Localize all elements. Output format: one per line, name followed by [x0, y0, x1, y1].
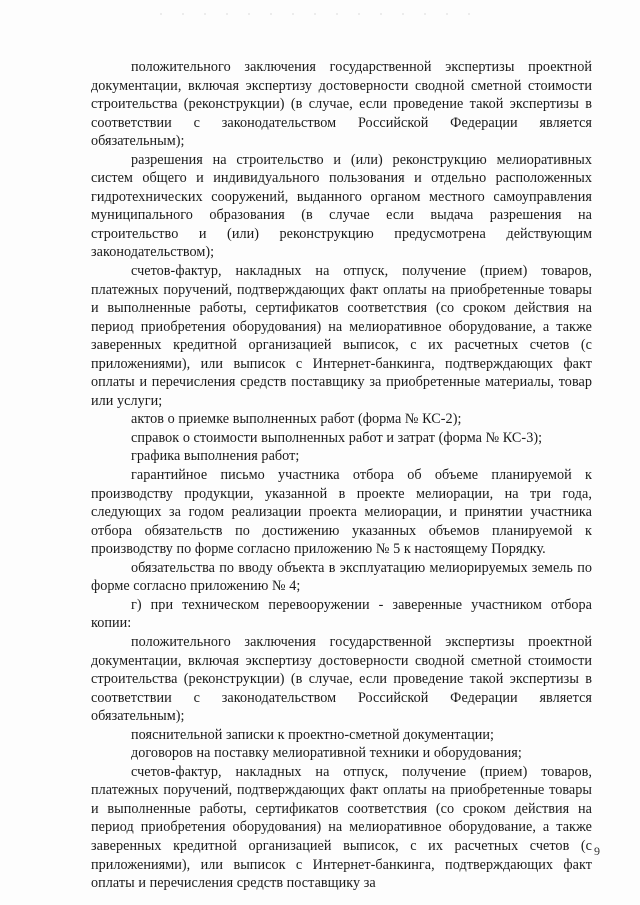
paragraph-expertise-conclusion: положительного заключения государственной экспертизы проектной документации, включая экспертизу достоверности сводной сметной стоимости строительства (реконструкции) (в случае, если проведение такой экспертизы в соответствии с законодательством Российской Федерации является обязательным); [91, 59, 592, 150]
paragraph-explanatory-note: пояснительной записки к проектно-сметной документации; [131, 726, 494, 743]
paragraph-expertise-conclusion-2: положительного заключения государственной экспертизы проектной документации, включая экспертизу достоверности сводной сметной стоимости строительства (реконструкции) (в случае, если проведение такой экспертизы в соответствии с законодательством Российской Федерации является обязательным); [91, 633, 592, 725]
page-number: 9 [594, 844, 600, 858]
paragraph-invoices: счетов-фактур, накладных на отпуск, получение (прием) товаров, платежных поручений, подтверждающих факт оплаты на приобретенные товары и выполненные работы, сертификатов соответствия (со сроком действия на период приобретения оборудования) на мелиоративное оборудование, а также заверенных кредитной организацией выписок, с их расчетных счетов (с приложениями), или выписок с Интернет-банкинга, подтверждающих факт оплаты и перечисления средств поставщику за приобретенные материалы, товар или услуги; [91, 263, 592, 409]
scan-specks [150, 12, 490, 16]
paragraph-invoices-2: счетов-фактур, накладных на отпуск, получение (прием) товаров, платежных поручений, подтверждающих факт оплаты на приобретенные товары и выполненные работы, сертификатов соответствия (со сроком действия на период приобретения оборудования) на мелиоративное оборудование, а также заверенных кредитной организацией выписок, с их расчетных счетов (с приложениями), или выписок с Интернет-банкинга, подтверждающих факт оплаты и перечисления средств поставщику за [91, 763, 592, 892]
paragraph-commissioning-obligation: обязательства по вводу объекта в эксплуатацию мелиорируемых земель по форме согласно приложению № 4; [91, 559, 592, 595]
paragraph-work-schedule: графика выполнения работ; [131, 448, 300, 465]
paragraph-technical-reequipment: г) при техническом перевооружении - заверенные участником отбора копии: [91, 596, 592, 632]
paragraph-supply-contracts: договоров на поставку мелиоративной техники и оборудования; [131, 745, 522, 762]
paragraph-acts-ks2: актов о приемке выполненных работ (форма № КС-2); [131, 411, 462, 428]
document-body [91, 58, 592, 893]
paragraph-construction-permit: разрешения на строительство и (или) реконструкцию мелиоративных систем общего и индивидуального пользования и отдельно расположенных гидротехнических сооружений, выданного органом местного самоуправления муниципального образования (в случае если выдача разрешения на строительство и (или) реконструкцию предусмотрена действующим законодательством); [91, 151, 592, 261]
paragraph-guarantee-letter: гарантийное письмо участника отбора об объеме планируемой к производству продукции, указанной в проекте мелиорации, на три года, следующих за годом реализации проекта мелиорации, и принятии участника отбора обязательств по достижению указанных объемов планируемой к производству по форме согласно приложению № 5 к настоящему Порядку. [91, 467, 592, 558]
paragraph-certificates-ks3: справок о стоимости выполненных работ и затрат (форма № КС-3); [131, 429, 543, 446]
